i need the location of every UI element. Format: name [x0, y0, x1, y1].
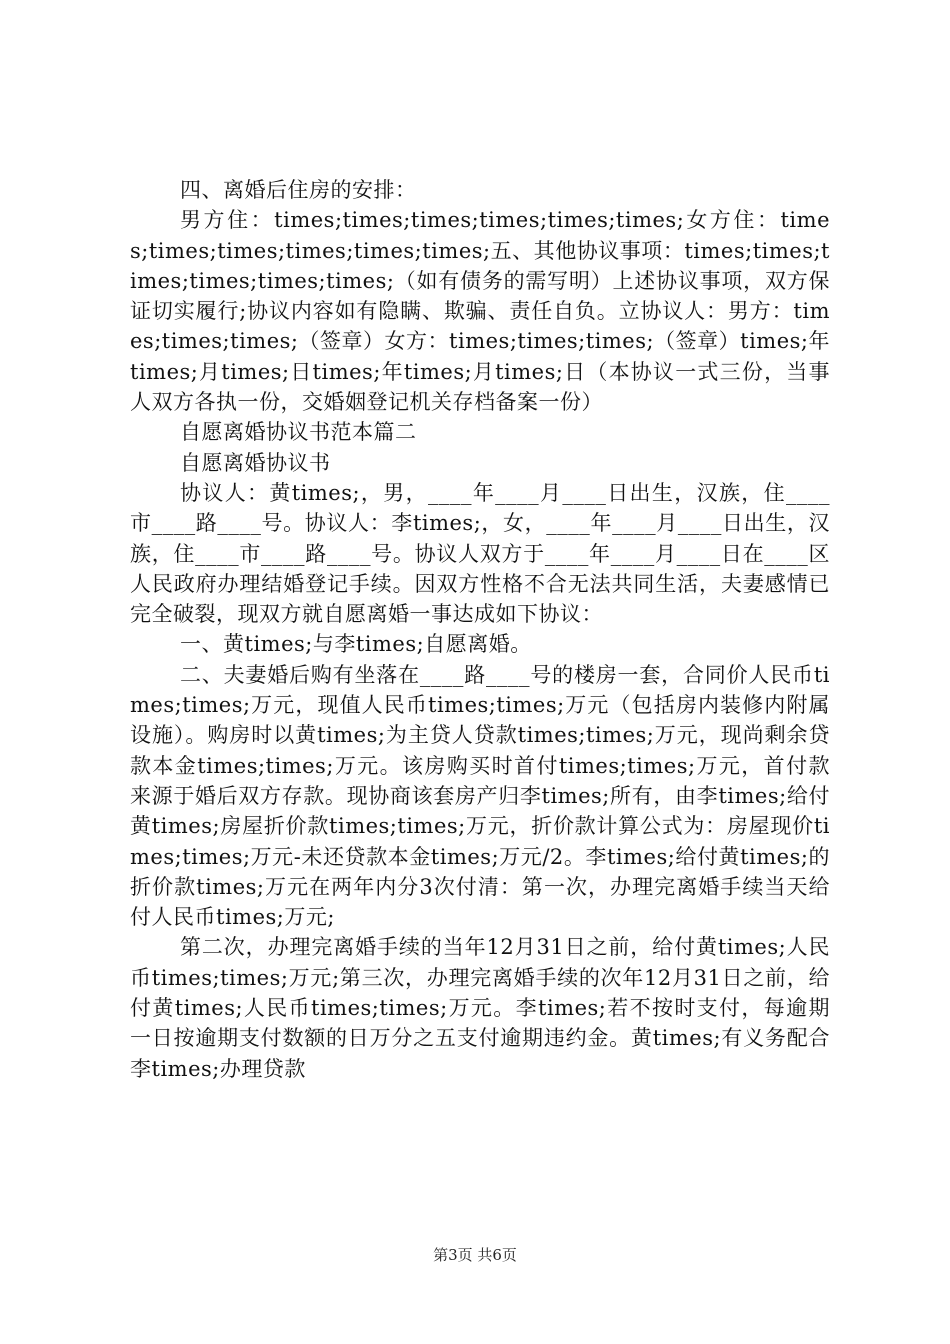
document-title: 自愿离婚协议书	[180, 450, 331, 475]
page-footer: 第3页 共6页	[433, 1246, 517, 1264]
document-body	[130, 175, 830, 1084]
paragraph-payment-schedule: 第二次，办理完离婚手续的当年12月31日之前，给付黄times;人民币times;times;万元;第三次，办理完离婚手续的次年12月31日之前，给付黄times;人民币times;times;万元。李times;若不按时支付，每逾期一日按逾期支付数额的日万分之五支付逾期违约金。黄times;有义务配合李times;办理贷款	[130, 935, 830, 1081]
paragraph-clause-one: 一、黄times;与李times;自愿离婚。	[180, 632, 532, 657]
paragraph-parties: 协议人：黄times;，男，____年____月____日出生，汉族，住____市____路____号。协议人：李times;，女，____年____月____日出生，汉族，住____市____路____号。协议人双方于____年____月____日在____区人民政府办理结婚登记手续。因双方性格不合无法共同生活，夫妻感情已完全破裂，现双方就自愿离婚一事达成如下协议：	[130, 480, 830, 627]
section-title-template-two: 自愿离婚协议书范本篇二	[180, 420, 417, 445]
paragraph-housing-terms: 男方住：times;times;times;times;times;times;女方住：times;times;times;times;times;times;五、其他协议事项：times;times;times;times;times;times;（如有债务的需写明）上述协议事项，双方保证切实履行;协议内容如有隐瞒、欺骗、责任自负。立协议人：男方：times;times;times;（签章）女方：times;times;times;（签章）times;年times;月times;日times;年times;月times;日（本协议一式三份，当事人双方各执一份，交婚姻登记机关存档备案一份）	[130, 208, 830, 415]
section-heading-housing: 四、离婚后住房的安排：	[180, 178, 417, 202]
paragraph-clause-two: 二、夫妻婚后购有坐落在____路____号的楼房一套，合同价人民币times;times;万元，现值人民币times;times;万元（包括房内装修内附属设施）。购房时以黄times;为主贷人贷款times;times;万元，现尚剩余贷款本金times;times;万元。该房购买时首付times;times;万元，首付款来源于婚后双方存款。现协商该套房产归李times;所有，由李times;给付黄times;房屋折价款times;times;万元，折价款计算公式为：房屋现价times;times;万元-未还贷款本金times;万元/2。李times;给付黄times;的折价款times;万元在两年内分3次付清：第一次，办理完离婚手续当天给付人民币times;万元;	[130, 662, 830, 930]
